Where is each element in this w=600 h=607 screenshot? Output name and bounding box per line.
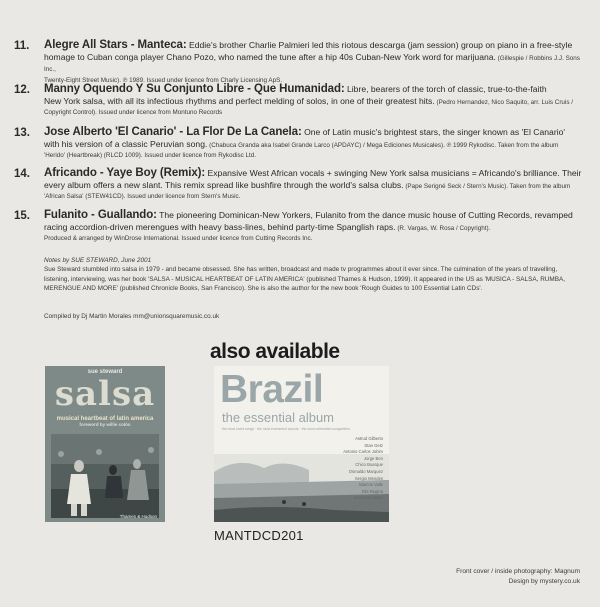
liner-notes bbox=[44, 256, 584, 294]
track-credit-cont: 'African Salsa' (STEW41CD). Issued under licence from Stern's Music. bbox=[44, 193, 241, 201]
book-title: salsa bbox=[54, 374, 156, 414]
track-description: Expansive West African vocals + swinging New York salsa musicians = Africando's brilliance. Their bbox=[205, 168, 582, 178]
track-credit: (Pape Serigné Seck / Stern's Music). Taken from the album bbox=[403, 182, 571, 190]
album-title: Brazil bbox=[220, 368, 324, 411]
notes-line: listening, interviewing, was her book 'SALSA - MUSICAL HEARTBEAT OF LATIN AMERICA' (published Thames & Hudson, 1999). It appeared in the US as 'MUSICA - SALSA, RUMBA, bbox=[44, 275, 566, 283]
track-number: 13. bbox=[14, 127, 30, 139]
track-credit-cont: Twenty-Eight Street Music). ℗ 1989. Issued under licence from Charly Licensing ApS. bbox=[44, 76, 283, 84]
artist-name: Stan Getz bbox=[364, 442, 383, 448]
artist-name: and many more bbox=[353, 495, 383, 501]
track-title: Alegre All Stars - Manteca: bbox=[44, 39, 187, 51]
also-available-heading: also available bbox=[210, 340, 340, 363]
track-text bbox=[44, 210, 590, 245]
track-description-cont: with his version of a classic Peruvian song. bbox=[44, 138, 208, 149]
catalogue-number: MANTDCD201 bbox=[214, 528, 304, 543]
track-text bbox=[44, 168, 590, 203]
book-foreword: foreword by willie colón bbox=[79, 422, 131, 427]
book-publisher: Thames & Hudson bbox=[119, 514, 157, 519]
track-credit: (Chabuca Granda aka Isabel Grande Larco (APDAYC) / Mega Ediciones Musicales). ℗ 1999 Rykodisc. Taken from the album bbox=[207, 141, 559, 149]
artist-name: Antonio Carlos Jobim bbox=[343, 449, 383, 455]
artist-name: Chico Buarque bbox=[355, 462, 383, 468]
photo-credit: Front cover / inside photography: Magnum bbox=[456, 568, 580, 575]
track-credit-cont: 'Herido' (Heartbreak) (RLCD 1009). Issued under licence from Rykodisc Ltd. bbox=[44, 152, 257, 160]
track-description: Libre, bearers of the torch of classic, true-to-the-faith bbox=[344, 84, 547, 94]
track-credit: (Pedro Hernandez, Nico Saquito, arr. Luis Cruis / bbox=[434, 98, 573, 106]
track-number: 11. bbox=[14, 40, 30, 52]
dancers-photo bbox=[51, 434, 159, 518]
track-entry bbox=[14, 84, 590, 119]
track-description: The pioneering Dominican-New Yorkers, Fulanito from the dance music house of Cutting Records, revamped bbox=[156, 210, 573, 220]
notes-line: Sue Steward stumbled into salsa in 1979 - and became obsessed. She has written, broadcast and made tv programmes about it ever since. The culmination of the years of travelling, bbox=[44, 266, 558, 274]
artist-name: Sergio Mendes bbox=[354, 475, 383, 481]
track-description-cont: New York salsa, with all its infectious rhythms and perfect melding of solos, in one of their greatest hits. bbox=[44, 95, 435, 106]
artist-name: Astrud Gilberto bbox=[355, 436, 383, 441]
brazil-album-cover bbox=[214, 366, 389, 522]
artist-name: Marcos Valle bbox=[359, 482, 383, 488]
track-description: One of Latin music's brightest stars, the singer known as 'El Canario' bbox=[301, 127, 566, 137]
track-title: Fulanito - Guallando: bbox=[44, 209, 157, 221]
track-description-cont: every album offers a new slant. This remix spread like bushfire through the world's salsa clubs. bbox=[44, 179, 404, 190]
book-author: sue steward bbox=[87, 369, 123, 375]
artist-name: Osmaldo Marquez bbox=[348, 468, 383, 474]
track-text bbox=[44, 40, 590, 86]
book-subtitle-text: musical heartbeat of latin america bbox=[56, 416, 154, 422]
album-subtitle: the essential album bbox=[222, 410, 335, 425]
track-description-cont: homage to Cuban conga player Chano Pozo, who named the tune after a hip 40s Cuban-New York word for marijuana. bbox=[44, 51, 496, 62]
artist-name: Jorge Ben bbox=[363, 455, 383, 461]
track-number: 14. bbox=[14, 168, 30, 180]
notes-line: MERENGUE AND MORE' (published Chronicle Books, San Francisco). She is also the author for the new book 'Rough Guides to 100 Essential Latin CDs'. bbox=[44, 285, 483, 293]
track-description-cont: racing accordion-driven merengues with heavy bass-lines, behind party-time Spanglish raps. bbox=[44, 221, 396, 232]
track-text bbox=[44, 127, 590, 162]
track-entry bbox=[14, 210, 590, 245]
book-subtitle bbox=[45, 416, 165, 427]
track-entry bbox=[14, 127, 590, 162]
track-credit-cont: Copyright Control). Issued under licence from Montuno Records bbox=[44, 109, 223, 117]
album-tagline: the most loved songs · the most enchanted sounds · the most celebrated songwriters bbox=[222, 427, 350, 431]
track-description: Eddie's brother Charlie Palmieri led this riotous descarga (jam session) group on piano in a free-style bbox=[186, 40, 573, 50]
track-entry bbox=[14, 168, 590, 203]
design-credit: Design by mystery.co.uk bbox=[508, 578, 580, 585]
track-number: 15. bbox=[14, 210, 30, 222]
track-credit-cont: Produced & arranged by WinDrose International. Issued under licence from Cutting Records Inc. bbox=[44, 235, 313, 243]
track-entry bbox=[14, 40, 590, 86]
track-title: Jose Alberto 'El Canario' - La Flor De La Canela: bbox=[44, 126, 302, 138]
track-text bbox=[44, 84, 590, 119]
salsa-book-cover bbox=[45, 366, 165, 522]
track-credit: (Gillespie / Robbins J.J. Sons Inc., bbox=[44, 54, 580, 74]
artist-list bbox=[323, 436, 383, 502]
compiled-by: Compiled by Dj Martin Morales mm@unionsquaremusic.co.uk bbox=[44, 313, 220, 320]
track-credit: (R. Vargas, W. Rosa / Copyright). bbox=[395, 224, 491, 232]
track-title: Africando - Yaye Boy (Remix): bbox=[44, 167, 206, 179]
notes-heading: Notes by SUE STEWARD, June 2001 bbox=[44, 257, 152, 264]
track-title: Manny Oquendo Y Su Conjunto Libre - Que Humanidad: bbox=[44, 83, 345, 95]
design-credits bbox=[456, 567, 580, 587]
track-number: 12. bbox=[14, 84, 30, 96]
artist-name: Elis Regina bbox=[361, 488, 383, 494]
